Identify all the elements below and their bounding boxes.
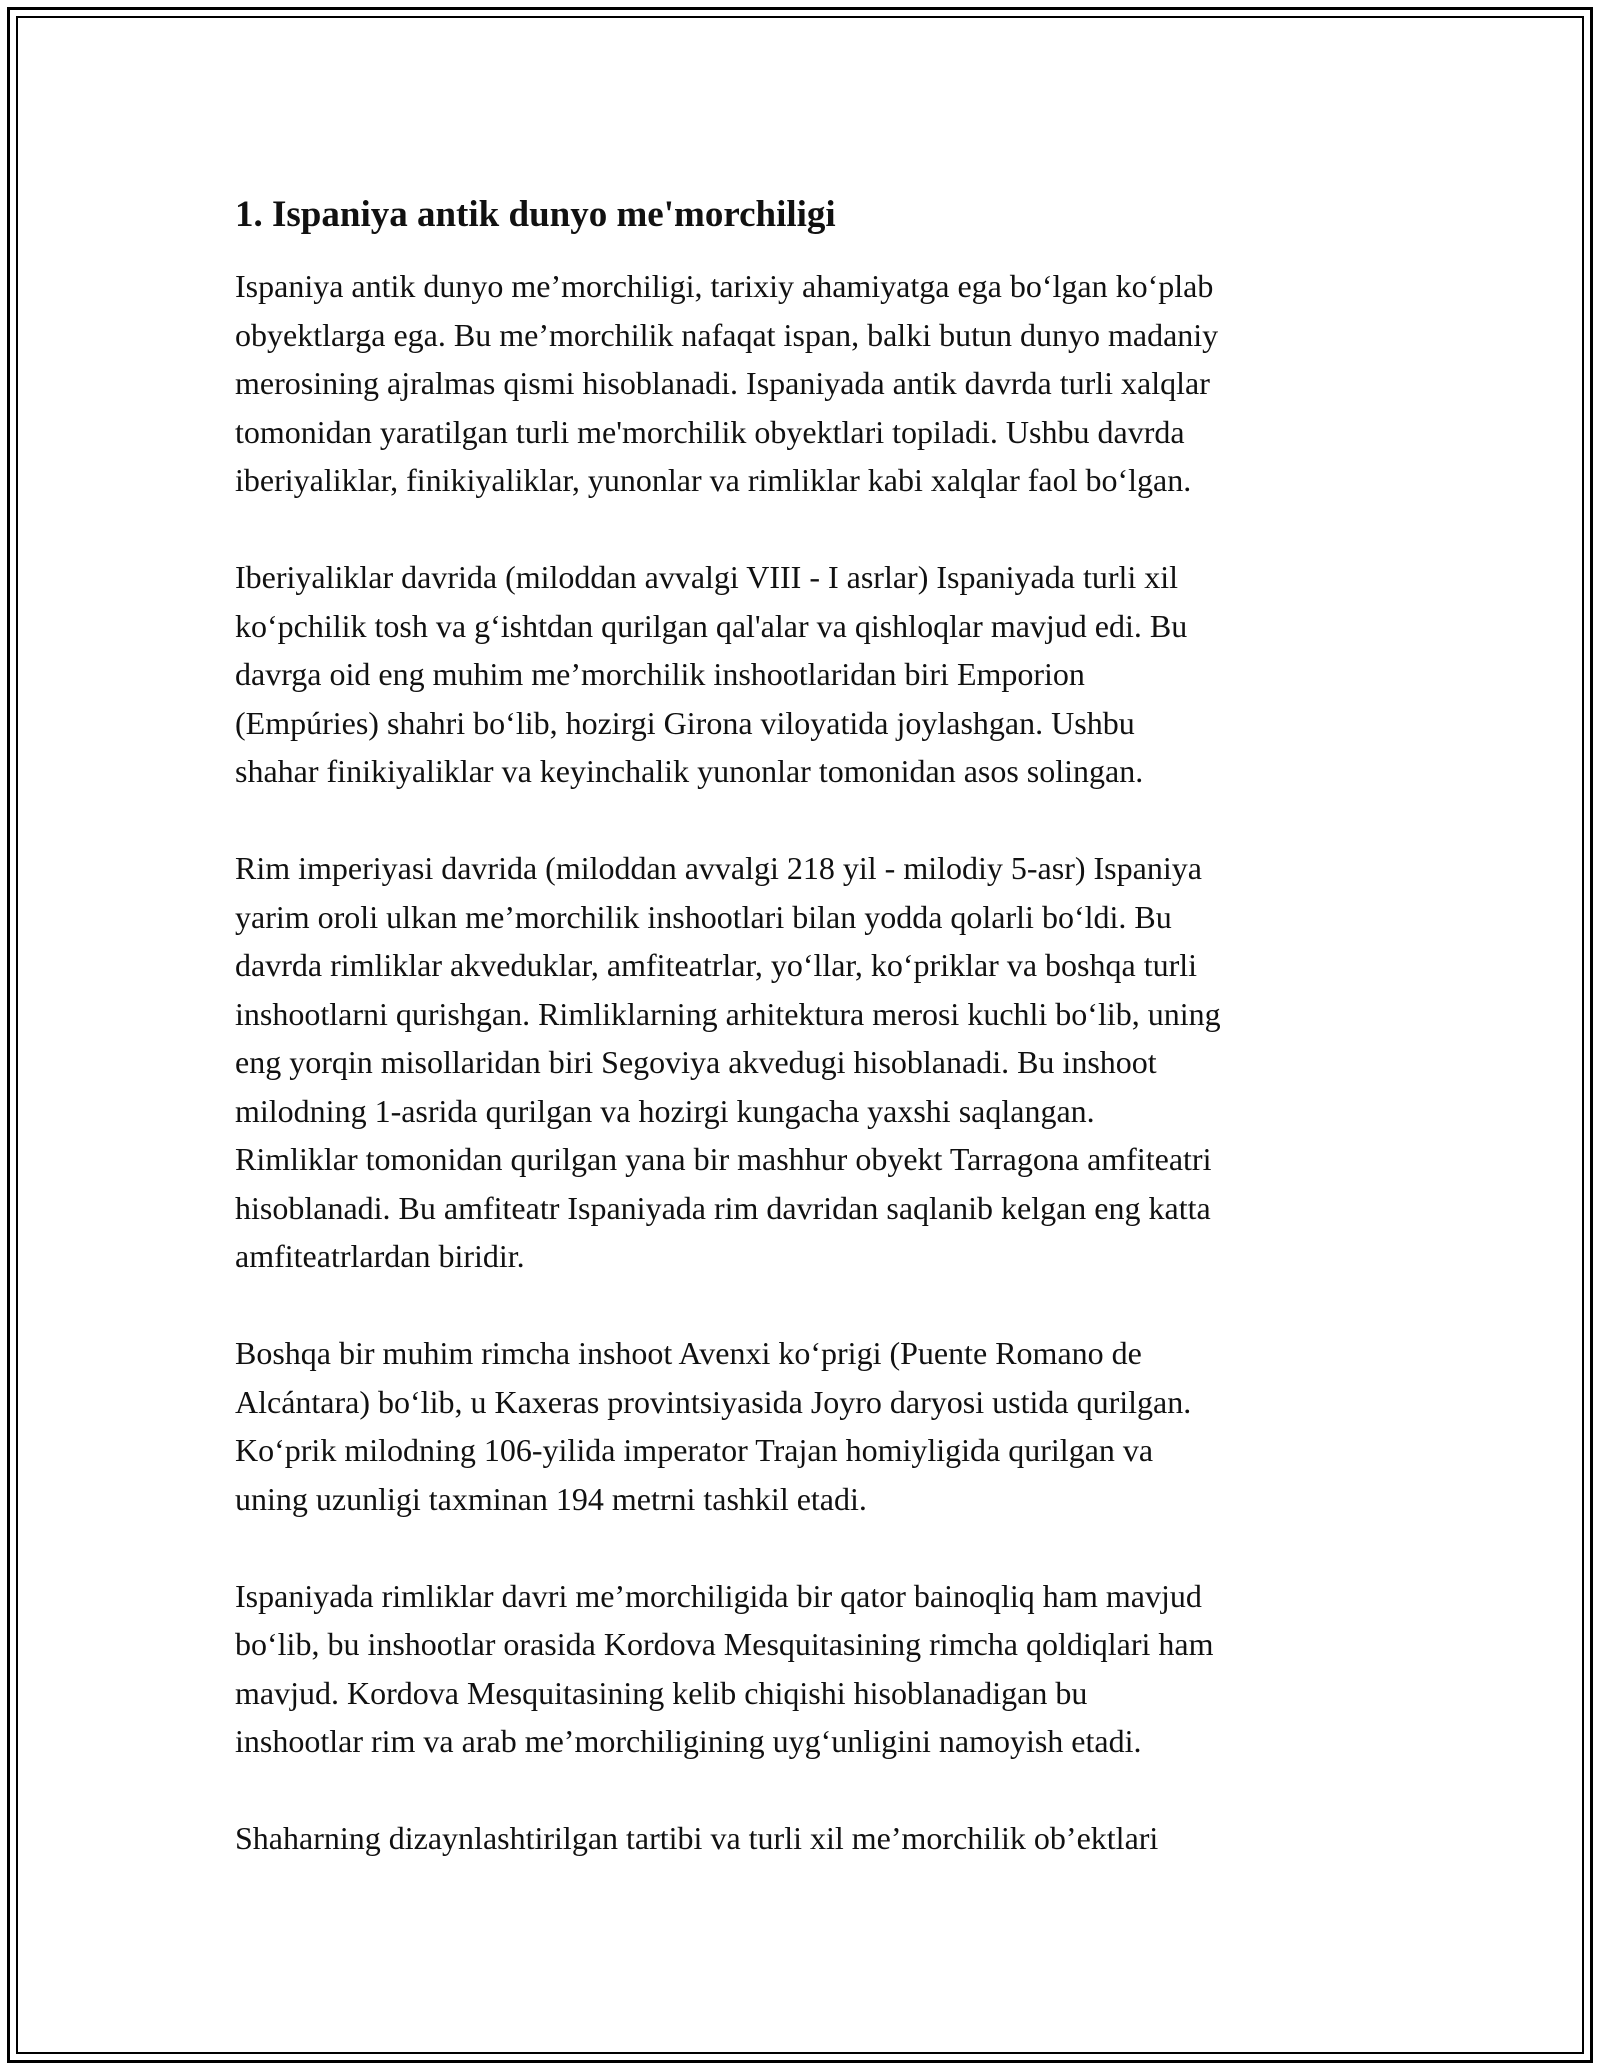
paragraph-line: eng yorqin misollaridan biri Segoviya akvedugi hisoblanadi. Bu inshoot	[235, 1044, 1157, 1080]
paragraph-line: Iberiyaliklar davrida (miloddan avvalgi VIII - I asrlar) Ispaniyada turli xil	[235, 559, 1179, 595]
paragraph-line: Ko‘prik milodning 106-yilida imperator Trajan homiyligida qurilgan va	[235, 1432, 1154, 1468]
paragraph-line: davrda rimliklar akveduklar, amfiteatrlar, yo‘llar, ko‘priklar va boshqa turli	[235, 947, 1198, 983]
paragraph-line: merosining ajralmas qismi hisoblanadi. Ispaniyada antik davrda turli xalqlar	[235, 365, 1210, 401]
paragraph-line: tomonidan yaratilgan turli me'morchilik obyektlari topiladi. Ushbu davrda	[235, 413, 1185, 450]
paragraph-line: yarim oroli ulkan me’morchilik inshootlari bilan yodda qolarli bo‘ldi. Bu	[235, 898, 1172, 935]
paragraph-line: inshootlarni qurishgan. Rimliklarning arhitektura merosi kuchli bo‘lib, uning	[235, 995, 1221, 1032]
section-heading: 1. Ispaniya antik dunyo me'morchiligi	[235, 194, 836, 235]
paragraph-line: milodning 1-asrida qurilgan va hozirgi kungacha yaxshi saqlangan.	[235, 1092, 1095, 1129]
paragraph-line: iberiyaliklar, finikiyaliklar, yunonlar va rimliklar kabi xalqlar faol bo‘lgan.	[235, 462, 1192, 498]
paragraph-line: shahar finikiyaliklar va keyinchalik yunonlar tomonidan asos solingan.	[235, 753, 1144, 789]
paragraph-line: Ispaniyada rimliklar davri me’morchiligida bir qator bainoqliq ham mavjud	[235, 1577, 1202, 1614]
paragraph-line: Boshqa bir muhim rimcha inshoot Avenxi ko‘prigi (Puente Romano de	[235, 1335, 1142, 1371]
paragraph-line: hisoblanadi. Bu amfiteatr Ispaniyada rim davridan saqlanib kelgan eng katta	[235, 1189, 1211, 1226]
paragraph-2	[235, 553, 1375, 796]
paragraph-line: Rim imperiyasi davrida (miloddan avvalgi 218 yil - milodiy 5-asr) Ispaniya	[235, 850, 1202, 886]
paragraph-line: Rimliklar tomonidan qurilgan yana bir mashhur obyekt Tarragona amfiteatri	[235, 1141, 1212, 1177]
paragraph-line: amfiteatrlardan biridir.	[235, 1238, 525, 1274]
paragraph-line: (Empúries) shahri bo‘lib, hozirgi Girona viloyatida joylashgan. Ushbu	[235, 704, 1135, 741]
paragraph-line: ko‘pchilik tosh va g‘ishtdan qurilgan qal'alar va qishloqlar mavjud edi. Bu	[235, 607, 1188, 644]
paragraph-6	[235, 1814, 1375, 1863]
paragraph-line: davrga oid eng muhim me’morchilik inshootlaridan biri Emporion	[235, 656, 1085, 692]
paragraph-line: Ispaniya antik dunyo me’morchiligi, tarixiy ahamiyatga ega bo‘lgan ko‘plab	[235, 268, 1214, 304]
paragraph-line: mavjud. Kordova Mesquitasining kelib chiqishi hisoblanadigan bu	[235, 1674, 1088, 1711]
paragraph-line: bo‘lib, bu inshootlar orasida Kordova Mesquitasining rimcha qoldiqlari ham	[235, 1626, 1214, 1662]
paragraph-line: uning uzunligi taxminan 194 metrni tashkil etadi.	[235, 1480, 867, 1517]
paragraph-5	[235, 1572, 1375, 1766]
paragraph-line: obyektlarga ega. Bu me’morchilik nafaqat ispan, balki butun dunyo madaniy	[235, 316, 1219, 353]
paragraph-3	[235, 844, 1375, 1281]
document-body	[235, 190, 1375, 1911]
paragraph-line: Shaharning dizaynlashtirilgan tartibi va turli xil me’morchilik ob’ektlari	[235, 1820, 1159, 1856]
paragraph-line: inshootlar rim va arab me’morchiligining uyg‘unligini namoyish etadi.	[235, 1723, 1142, 1759]
paragraph-1	[235, 262, 1375, 505]
paragraph-4	[235, 1329, 1375, 1523]
paragraph-line: Alcántara) bo‘lib, u Kaxeras provintsiyasida Joyro daryosi ustida qurilgan.	[235, 1383, 1192, 1420]
